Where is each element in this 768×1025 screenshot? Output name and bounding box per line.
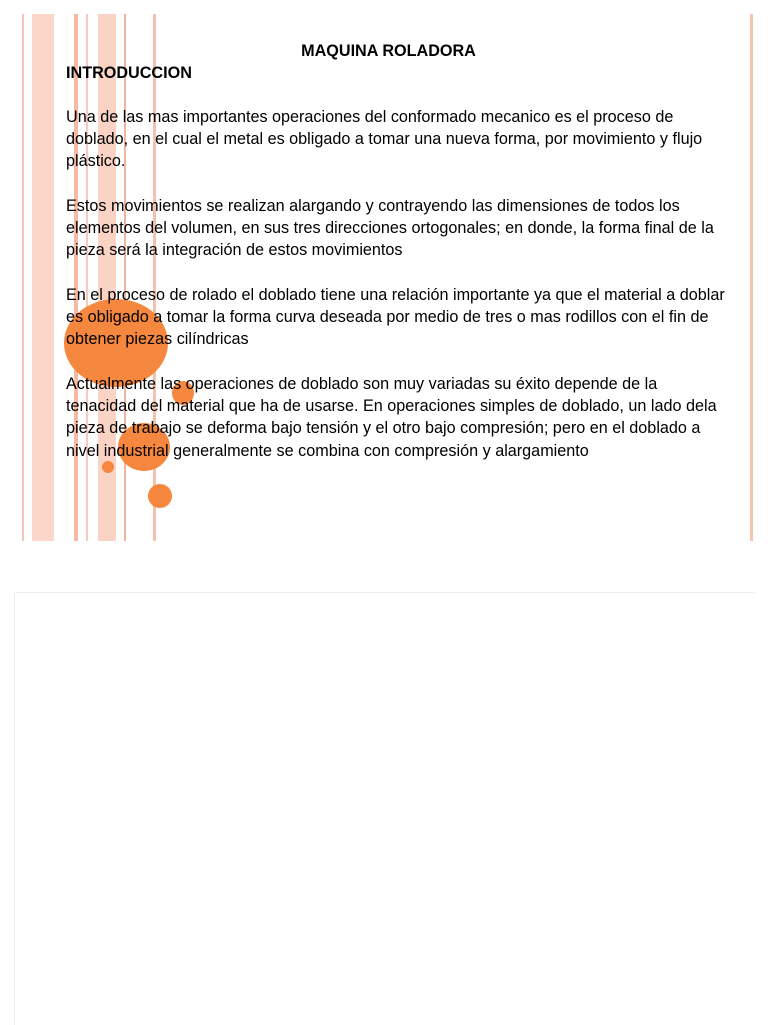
paragraph: Actualmente las operaciones de doblado son muy variadas su éxito depende de la tenacidad del material que ha de usarse. En operaciones simples de doblado, un lado dela pieza de trabajo se deforma bajo tensión y el otro bajo compresión; pero en el doblado a nivel industrial generalmente se combina con compresión y alargamiento (66, 375, 717, 460)
slide-content (66, 40, 726, 484)
decorative-circle (148, 484, 172, 508)
decorative-stripe (22, 14, 24, 541)
paragraph: Una de las mas importantes operaciones del conformado mecanico es el proceso de doblado, en el cual el metal es obligado a tomar una nueva forma, por movimiento y flujo plástico. (66, 108, 703, 171)
document-title: MAQUINA ROLADORA (301, 42, 476, 60)
paragraph: En el proceso de rolado el doblado tiene una relación importante ya que el material a doblar es obligado a tomar la forma curva deseada por medio de tres o mas rodillos con el fin de obtener piezas cilíndricas (66, 286, 725, 349)
slide-page-1 (14, 14, 756, 541)
slide-page-2 (14, 592, 755, 1025)
section-heading: INTRODUCCION (66, 64, 192, 82)
decorative-stripe (750, 14, 753, 541)
paragraph: Estos movimientos se realizan alargando y contrayendo las dimensiones de todos los elementos del volumen, en sus tres direcciones ortogonales; en donde, la forma final de la pieza será la integración de estos movimientos (66, 197, 714, 260)
decorative-stripe (32, 14, 54, 541)
